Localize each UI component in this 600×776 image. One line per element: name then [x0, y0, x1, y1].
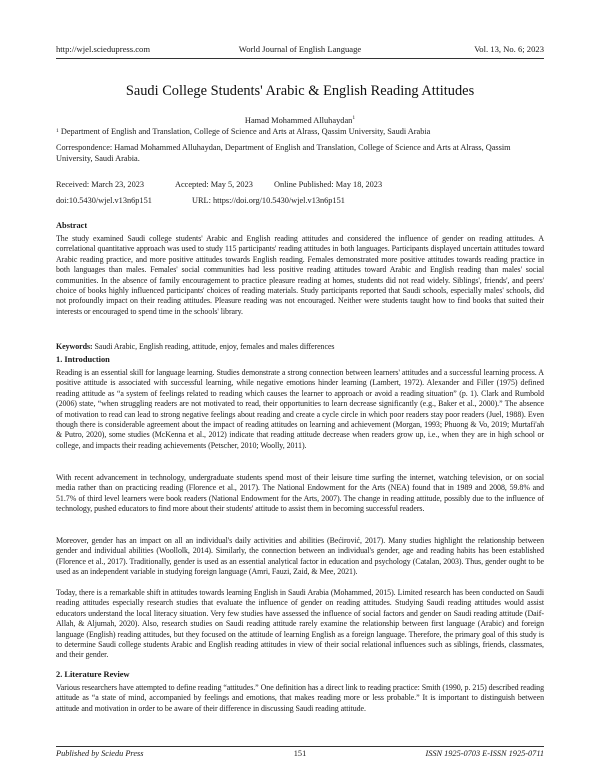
received-date: Received: March 23, 2023 — [56, 180, 145, 189]
publisher: Published by Sciedu Press — [56, 749, 144, 758]
author-affiliation-mark: 1 — [352, 115, 356, 121]
author-line — [56, 116, 544, 125]
intro-paragraph-3: Moreover, gender has an impact on all an individual's daily activities and abilities (Bećirović, 2017). Many studies highlight the relationship between gender and individual abilities (Woollolk, 2014). Similarly, the connection between an individual's gender, age and reading habits has been established (Florence et al., 2017). Traditionally, gender is used as an essential analytical factor in education and psychology (Catalan, 2003). Thus, gender ought to be used as an independent variable in studying foreign language (Amri, Fauzi, Zaid, & Mee, 2021). — [56, 536, 544, 577]
issn: ISSN 1925-0703 E-ISSN 1925-0711 — [425, 749, 544, 758]
intro-paragraph-2: With recent advancement in technology, undergraduate students spend most of their leisure time surfing the internet, watching television, or on social media rather than on practicing reading (Florence et al., 2017). The National Endowment for the Arts (NEA) found that in 1989 and 2008, 59.8% and 51.7% of third level learners were book readers (National Endowment for the Arts, 2007). The change in reading attitude, possibly due to the influence of technology, pushed educators to find more about their students' attitude to assist them in becoming successful readers. — [56, 473, 544, 514]
abstract-heading: Abstract — [56, 221, 88, 230]
footer-divider — [56, 746, 544, 747]
running-footer — [56, 749, 544, 761]
journal-url[interactable]: http://wjel.sciedupress.com — [56, 44, 151, 54]
doi-url[interactable]: URL: https://doi.org/10.5430/wjel.v13n6p151 — [192, 196, 345, 205]
affiliation-text: Department of English and Translation, College of Science and Arts at Alrass, Qassim University, Saudi Arabia — [60, 127, 431, 136]
page-number: 151 — [293, 749, 307, 758]
paper-title: Saudi College Students' Arabic & English Reading Attitudes — [125, 83, 475, 99]
volume-info: Vol. 13, No. 6; 2023 — [474, 44, 544, 54]
keywords — [56, 342, 544, 352]
keywords-text: Saudi Arabic, English reading, attitude, enjoy, females and males differences — [94, 342, 335, 351]
doi[interactable]: doi:10.5430/wjel.v13n6p151 — [56, 196, 152, 205]
header-divider — [56, 58, 544, 59]
abstract-text: The study examined Saudi college students' Arabic and English reading attitudes and considered the influence of gender on reading attitudes. A correlational quantitative approach was used to study 115 participants' reading attitudes in both languages. Participants displayed uncertain attitudes toward Arabic reading practice, and more positive attitudes towards English reading. Females demonstrated more positive attitudes towards reading practice in both languages than males. Females' social communities had less positive reading attitudes toward Arabic and English reading than males' social communities. In the absence of family encouragement to practice pleasure reading at homes, students did not read widely. Siblings', friends', and peers' choice of books highly influenced participants' choices of reading materials. Study participants reported that Saudi schools, especially males' schools, did not profoundly impact on their reading attitudes. Pleasure reading was not encouraged. Neither were students taught how to find books that suited their interests or encouraged to spend time in the schools' library. — [56, 234, 544, 316]
correspondence: Correspondence: Hamad Mohammed Alluhaydan, Department of English and Translation, College of Science and Arts at Alrass, Qassim University, Saudi Arabia. — [56, 143, 511, 163]
intro-paragraph-4: Today, there is a remarkable shift in attitudes towards learning English in Saudi Arabia (Mohammed, 2015). Limited research has been conducted on Saudi reading attitudes especially research studies that evaluate the influence of gender on reading attitudes. Studying Saudi reading attitudes would assist educators understand the local literacy situation. Very few studies have assessed the influence of social factors and gender on Saudi reading attitude (Daif-Allah, & Aljumah, 2020). Also, research studies on Saudi reading attitude rarely examine the relationship between first language (Arabic) and foreign language (English) reading attitudes, but they focused on the attitude of learning English as a foreign language. Therefore, the primary goal of this study is to determine Saudi college students Arabic and English reading attitudes in view of their social relational influences such as siblings, friends, classmates, and their gender. — [56, 588, 544, 660]
keywords-label: Keywords: — [56, 342, 93, 351]
literature-paragraph-1: Various researchers have attempted to define reading “attitudes.” One definition has a direct link to reading practice: Smith (1990, p. 215) described reading attitude as “a state of mind, accompanied by feelings and emotions, that makes reading more or less probable.” It is important to distinguish between attitude and motivation in order to be aware of their difference in discussing Saudi reading attitude. — [56, 683, 544, 713]
literature-review-heading: 2. Literature Review — [56, 670, 130, 679]
published-date: Online Published: May 18, 2023 — [274, 180, 383, 189]
introduction-heading: 1. Introduction — [56, 355, 110, 364]
intro-paragraph-1: Reading is an essential skill for language learning. Studies demonstrate a strong connection between learners' attitudes and a successful learning process. A positive attitude is associated with successful learning, while negative emotions hinder learning (Lambert, 1972). Alexander and Filler (1975) defined reading attitude as “a system of feelings related to reading which causes the learner to approach or avoid a reading situation” (p. 1). Clark and Rumbold (2006) state, “when struggling readers are not motivated to read, their opportunities to learn decrease significantly (e.g., Baker et al., 2000).” The absence of motivation to read can lead to strong negative feelings about reading and create a cycle circle in which poor readers stay poor readers (Juel, 1988). Even though there is considerable agreement about the impact of reading attitudes on learning and achievement (Morgan, 1993; Phuong & Vo, 2019; Murtafi'ah & Putro, 2020), some studies (McKenna et al., 2012) indicate that reading attitude decrease when readers grow up, i.e., when they are in high school or college, and impacts their reading achievements (Petscher, 2010; Woolly, 2011). — [56, 368, 544, 450]
running-header — [56, 44, 544, 56]
affiliation-mark: 1 — [56, 128, 59, 134]
author-name: Hamad Mohammed Alluhaydan — [244, 116, 353, 125]
affiliation — [56, 127, 544, 138]
accepted-date: Accepted: May 5, 2023 — [175, 180, 253, 189]
journal-name: World Journal of English Language — [238, 44, 362, 54]
